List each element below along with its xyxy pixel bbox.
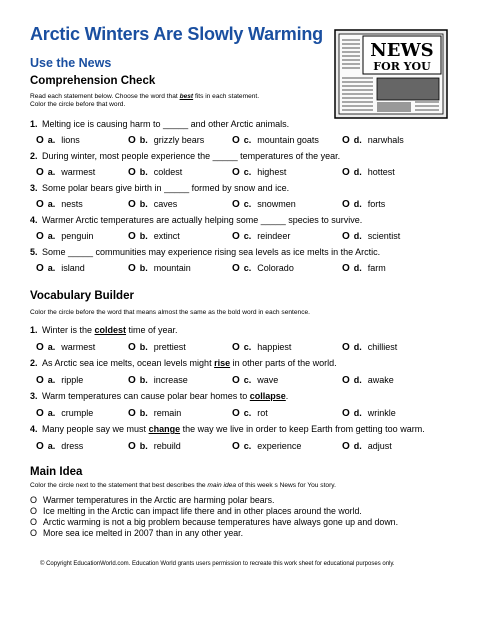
page-subtitle: Use the News xyxy=(30,56,112,70)
vocabulary-question-2: 2. As Arctic sea ice melts, ocean levels might rise in other parts of the world. xyxy=(30,358,337,368)
comprehension-options-2 xyxy=(36,167,456,181)
answer-option[interactable]: O c. mountain goats xyxy=(232,135,319,146)
vocabulary-options-4 xyxy=(36,441,456,455)
answer-option[interactable]: O b. coldest xyxy=(128,167,183,178)
copyright-footer: © Copyright EducationWorld.com. Education World grants users permission to recreate this work sheet for educational purposes only. xyxy=(40,561,395,567)
answer-option[interactable]: O c. highest xyxy=(232,167,287,178)
vocabulary-question-3: 3. Warm temperatures can cause polar bear homes to collapse. xyxy=(30,391,289,401)
answer-circle-icon[interactable]: O xyxy=(36,199,44,210)
vocabulary-instructions: Color the circle before the word that means almost the same as the bold word in each sentence. xyxy=(30,309,311,316)
answer-circle-icon[interactable]: O xyxy=(232,263,240,274)
answer-option[interactable]: O d. adjust xyxy=(342,441,392,452)
answer-circle-icon[interactable]: O xyxy=(30,495,38,505)
answer-option[interactable]: O d. awake xyxy=(342,375,394,386)
answer-circle-icon[interactable]: O xyxy=(128,408,136,419)
answer-option[interactable]: O b. mountain xyxy=(128,263,191,274)
answer-circle-icon[interactable]: O xyxy=(128,342,136,353)
main-idea-instructions: Color the circle next to the statement that best describes the main idea of this week s News for You story. xyxy=(30,482,336,489)
answer-circle-icon[interactable]: O xyxy=(36,231,44,242)
answer-circle-icon[interactable]: O xyxy=(36,375,44,386)
answer-circle-icon[interactable]: O xyxy=(342,231,350,242)
answer-option[interactable]: O c. experience xyxy=(232,441,302,452)
answer-circle-icon[interactable]: O xyxy=(232,135,240,146)
answer-option[interactable]: O a. crumple xyxy=(36,408,94,419)
answer-option[interactable]: O a. dress xyxy=(36,441,84,452)
answer-option[interactable]: O a. nests xyxy=(36,199,83,210)
answer-circle-icon[interactable]: O xyxy=(232,441,240,452)
bold-keyword: coldest xyxy=(94,325,127,335)
comprehension-question-5: 5. Some _____ communities may experience rising sea levels as ice melts in the Arctic. xyxy=(30,247,381,257)
answer-circle-icon[interactable]: O xyxy=(342,408,350,419)
answer-circle-icon[interactable]: O xyxy=(342,441,350,452)
bold-keyword: collapse xyxy=(249,391,286,401)
answer-circle-icon[interactable]: O xyxy=(128,135,136,146)
answer-circle-icon[interactable]: O xyxy=(232,167,240,178)
answer-option[interactable]: O d. forts xyxy=(342,199,386,210)
answer-circle-icon[interactable]: O xyxy=(36,441,44,452)
vocabulary-options-1 xyxy=(36,342,456,356)
answer-option[interactable]: O a. lions xyxy=(36,135,80,146)
comprehension-options-4 xyxy=(36,231,456,245)
answer-circle-icon[interactable]: O xyxy=(128,199,136,210)
answer-option[interactable]: O b. increase xyxy=(128,375,188,386)
answer-option[interactable]: O d. hottest xyxy=(342,167,395,178)
answer-circle-icon[interactable]: O xyxy=(36,408,44,419)
vocabulary-heading: Vocabulary Builder xyxy=(30,290,134,302)
answer-circle-icon[interactable]: O xyxy=(30,517,38,527)
answer-circle-icon[interactable]: O xyxy=(232,342,240,353)
main-idea-option[interactable]: O Warmer temperatures in the Arctic are harming polar bears. xyxy=(30,495,275,505)
answer-option[interactable]: O c. happiest xyxy=(232,342,292,353)
answer-circle-icon[interactable]: O xyxy=(232,231,240,242)
answer-option[interactable]: O c. Colorado xyxy=(232,263,294,274)
page-title: Arctic Winters Are Slowly Warming xyxy=(30,24,323,44)
answer-option[interactable]: O d. chilliest xyxy=(342,342,398,353)
answer-option[interactable]: O a. penguin xyxy=(36,231,94,242)
news-for-you-logo-icon xyxy=(333,28,451,120)
comprehension-instructions: Read each statement below. Choose the word that best fits in each statement. Color the circle before that word. xyxy=(30,93,260,109)
answer-circle-icon[interactable]: O xyxy=(128,231,136,242)
comprehension-heading: Comprehension Check xyxy=(30,75,156,87)
answer-circle-icon[interactable]: O xyxy=(342,199,350,210)
answer-circle-icon[interactable]: O xyxy=(36,342,44,353)
answer-option[interactable]: O b. remain xyxy=(128,408,182,419)
main-idea-heading: Main Idea xyxy=(30,466,83,478)
answer-circle-icon[interactable]: O xyxy=(232,199,240,210)
answer-option[interactable]: O a. island xyxy=(36,263,85,274)
comprehension-options-5 xyxy=(36,263,456,277)
answer-circle-icon[interactable]: O xyxy=(232,375,240,386)
answer-option[interactable]: O a. warmest xyxy=(36,167,96,178)
comprehension-options-3 xyxy=(36,199,456,213)
answer-circle-icon[interactable]: O xyxy=(232,408,240,419)
answer-circle-icon[interactable]: O xyxy=(30,506,38,516)
bold-keyword: change xyxy=(148,424,181,434)
answer-option[interactable]: O d. scientist xyxy=(342,231,401,242)
answer-option[interactable]: O b. grizzly bears xyxy=(128,135,205,146)
main-idea-option[interactable]: O More sea ice melted in 2007 than in any other year. xyxy=(30,528,244,538)
vocabulary-question-1: 1. Winter is the coldest time of year. xyxy=(30,325,178,335)
answer-circle-icon[interactable]: O xyxy=(342,342,350,353)
logo-text-news: NEWS xyxy=(370,40,434,61)
bold-keyword: rise xyxy=(214,358,231,368)
main-idea-option[interactable]: O Ice melting in the Arctic can impact life there and in other places around the world. xyxy=(30,506,362,516)
vocabulary-question-4: 4. Many people say we must change the way we live in order to keep Earth from getting too warm. xyxy=(30,424,425,434)
answer-option[interactable]: O d. wrinkle xyxy=(342,408,396,419)
main-idea-option[interactable]: O Arctic warming is not a big problem because temperatures have always gone up and down. xyxy=(30,517,399,527)
comprehension-question-2: 2. During winter, most people experience the _____ temperatures of the year. xyxy=(30,151,341,161)
answer-option[interactable]: O d. farm xyxy=(342,263,386,274)
comprehension-question-4: 4. Warmer Arctic temperatures are actually helping some _____ species to survive. xyxy=(30,215,363,225)
answer-circle-icon[interactable]: O xyxy=(128,375,136,386)
answer-option[interactable]: O a. warmest xyxy=(36,342,96,353)
answer-circle-icon[interactable]: O xyxy=(128,263,136,274)
logo-text-for-you: FOR YOU xyxy=(373,60,431,73)
vocabulary-options-3 xyxy=(36,408,456,422)
answer-circle-icon[interactable]: O xyxy=(30,528,38,538)
answer-option[interactable]: O b. caves xyxy=(128,199,178,210)
answer-option[interactable]: O c. rot xyxy=(232,408,268,419)
answer-circle-icon[interactable]: O xyxy=(342,375,350,386)
comprehension-question-3: 3. Some polar bears give birth in _____ formed by snow and ice. xyxy=(30,183,290,193)
answer-circle-icon[interactable]: O xyxy=(342,135,350,146)
answer-circle-icon[interactable]: O xyxy=(36,135,44,146)
answer-option[interactable]: O b. extinct xyxy=(128,231,180,242)
answer-circle-icon[interactable]: O xyxy=(36,167,44,178)
answer-option[interactable]: O d. narwhals xyxy=(342,135,404,146)
answer-option[interactable]: O a. ripple xyxy=(36,375,84,386)
answer-option[interactable]: O b. prettiest xyxy=(128,342,186,353)
answer-circle-icon[interactable]: O xyxy=(342,263,350,274)
comprehension-options-1 xyxy=(36,135,456,149)
answer-circle-icon[interactable]: O xyxy=(36,263,44,274)
answer-option[interactable]: O c. snowmen xyxy=(232,199,296,210)
answer-circle-icon[interactable]: O xyxy=(128,167,136,178)
comprehension-question-1: 1. Melting ice is causing harm to _____ and other Arctic animals. xyxy=(30,119,290,129)
answer-option[interactable]: O c. wave xyxy=(232,375,279,386)
vocabulary-options-2 xyxy=(36,375,456,389)
answer-circle-icon[interactable]: O xyxy=(342,167,350,178)
answer-circle-icon[interactable]: O xyxy=(128,441,136,452)
answer-option[interactable]: O c. reindeer xyxy=(232,231,291,242)
answer-option[interactable]: O b. rebuild xyxy=(128,441,181,452)
